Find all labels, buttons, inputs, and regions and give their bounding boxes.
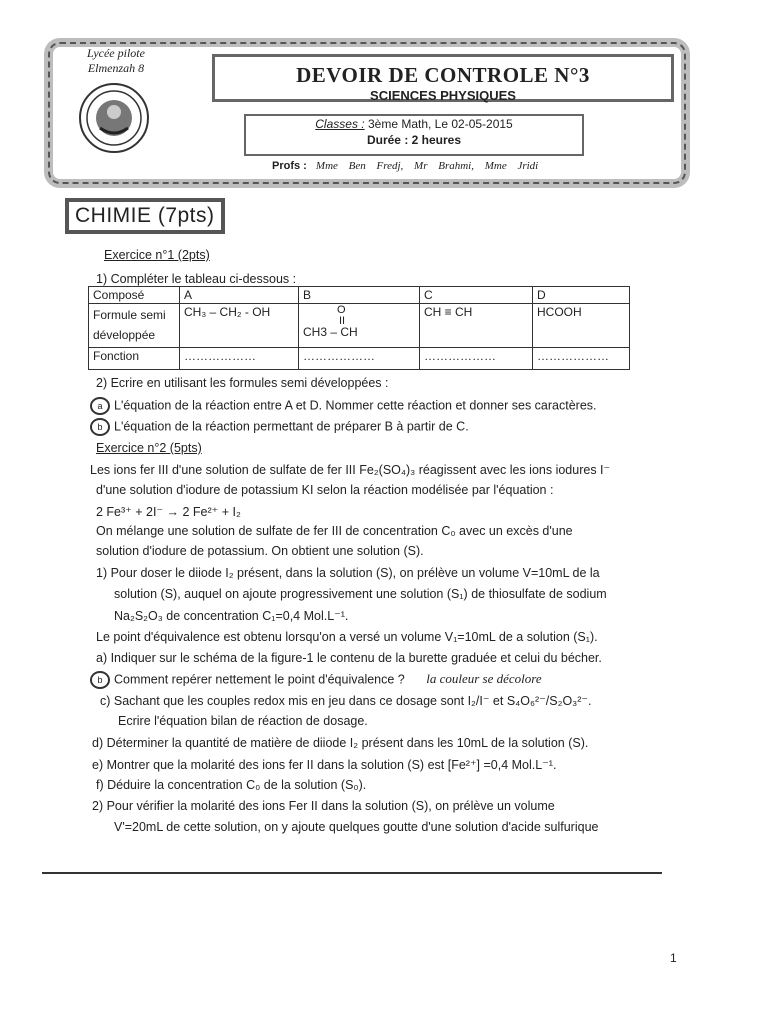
school-seal-icon <box>78 82 150 154</box>
exercise2-p1-a: 1) Pour doser le diiode I₂ présent, dans la solution (S), on prélève un volume V=10mL de la <box>96 566 600 580</box>
exercise1-qa-text: L'équation de la réaction entre A et D. Nommer cette réaction et donner ses caractères. <box>114 398 597 413</box>
exercise1-q1: 1) Compléter le tableau ci-dessous : <box>96 272 297 286</box>
table-cell: Formule semi développée <box>89 304 180 348</box>
exercise2-qc-2: Ecrire l'équation bilan de réaction de dosage. <box>118 714 368 728</box>
exercise2-qe: e) Montrer que la molarité des ions fer II dans la solution (S) est [Fe²⁺] =0,4 Mol.L⁻¹. <box>92 758 557 772</box>
table-cell: HCOOH <box>533 304 630 348</box>
exercise2-title: Exercice n°2 (5pts) <box>96 441 202 455</box>
question-marker-a: a <box>90 397 110 415</box>
table-header-cell: C <box>420 287 533 304</box>
table-cell: CH₃ – CH₂ - OH <box>180 304 299 348</box>
formula-b-double-bond: II <box>339 315 346 327</box>
exercise2-p2-b: V'=20mL de cette solution, on y ajoute quelques goutte d'une solution d'acide sulfurique <box>114 820 599 834</box>
exercise2-mix-2: solution d'iodure de potassium. On obtient une solution (S). <box>96 544 424 558</box>
title-box <box>212 54 674 102</box>
exercise1-qb-text: L'équation de la réaction permettant de préparer B à partir de C. <box>114 419 469 434</box>
exercise2-qd: d) Déterminer la quantité de matière de diiode I₂ présent dans les 10mL de la solution (S). <box>92 736 589 750</box>
table-cell: ……………… <box>180 348 299 370</box>
table-cell: Fonction <box>89 348 180 370</box>
classes-value: 3ème Math, Le 02-05-2015 <box>367 117 513 131</box>
exercise2-mix-1: On mélange une solution de sulfate de fer III de concentration C₀ avec un excès d'une <box>96 524 573 538</box>
exercise2-intro-1: Les ions fer III d'une solution de sulfate de fer III Fe₂(SO₄)₃ réagissent avec les ions iodures I⁻ <box>90 463 611 477</box>
exercise1-title: Exercice n°1 (2pts) <box>104 248 210 262</box>
exercise2-intro-2: d'une solution d'iodure de potassium KI selon la réaction modélisée par l'équation : <box>96 483 554 497</box>
profs-line <box>272 160 538 172</box>
table-cell: CH ≡ CH <box>420 304 533 348</box>
exercise2-qb-text: Comment repérer nettement le point d'équivalence ? <box>114 672 405 687</box>
school-name <box>66 46 166 76</box>
table-cell: ……………… <box>533 348 630 370</box>
table-header-cell: A <box>180 287 299 304</box>
table-header-cell: Composé <box>89 287 180 304</box>
formula-b-oxygen: O <box>337 304 346 316</box>
bottom-rule <box>42 872 662 874</box>
exercise2-p2-a: 2) Pour vérifier la molarité des ions Fer II dans la solution (S), on prélève un volume <box>92 799 555 813</box>
table-header-cell: B <box>299 287 420 304</box>
exercise2-p1-c: Na₂S₂O₃ de concentration C₁=0,4 Mol.L⁻¹. <box>114 609 349 623</box>
formula-b-chain: CH3 – CH <box>303 325 358 339</box>
question-marker-b2: b <box>90 671 110 689</box>
table-header-cell: D <box>533 287 630 304</box>
table-row <box>89 304 630 348</box>
exercise2-equation: 2 Fe³⁺ + 2I⁻ → 2 Fe²⁺ + I₂ <box>96 505 241 519</box>
exercise2-qc-1: c) Sachant que les couples redox mis en jeu dans ce dosage sont I₂/I⁻ et S₄O₆²⁻/S₂O₃²⁻. <box>100 694 592 708</box>
table-cell: ……………… <box>420 348 533 370</box>
classes-label: Classes : <box>315 117 365 131</box>
exercise2-qf: f) Déduire la concentration C₀ de la solution (S₀). <box>96 778 367 792</box>
table-cell: ……………… <box>299 348 420 370</box>
table-row <box>89 287 630 304</box>
exercise1-qa <box>90 397 597 415</box>
profs-label: Profs : <box>272 160 307 172</box>
exercise2-p1-b: solution (S), auquel on ajoute progressivement une solution (S₁) de thiosulfate de sodium <box>114 587 607 601</box>
page-number: 1 <box>670 951 677 965</box>
school-line-2: Elmenzah 8 <box>87 61 145 75</box>
duration: Durée : 2 heures <box>366 133 462 147</box>
exercise2-qa: a) Indiquer sur le schéma de la figure-1 le contenu de la burette graduée et celui du bécher. <box>96 651 602 665</box>
section-title: CHIMIE (7pts) <box>65 198 225 234</box>
profs-names: Mme Ben Fredj, Mr Brahmi, Mme Jridi <box>315 160 539 172</box>
exercise2-eq-point: Le point d'équivalence est obtenu lorsqu'on a versé un volume V₁=10mL de a solution (S₁). <box>96 630 598 644</box>
table-row <box>89 348 630 370</box>
info-box <box>244 114 584 156</box>
handwritten-answer: la couleur se décolore <box>426 671 542 687</box>
compounds-table <box>88 286 630 370</box>
table-cell <box>299 304 420 348</box>
question-marker-b: b <box>90 418 110 436</box>
exam-subtitle: SCIENCES PHYSIQUES <box>370 88 516 103</box>
exam-title: DEVOIR DE CONTROLE N°3 <box>296 63 590 87</box>
exercise1-q2: 2) Ecrire en utilisant les formules semi développées : <box>96 376 389 390</box>
exercise1-qb <box>90 418 469 436</box>
exercise2-qb <box>90 671 542 689</box>
school-line-1: Lycée pilote <box>87 46 145 60</box>
